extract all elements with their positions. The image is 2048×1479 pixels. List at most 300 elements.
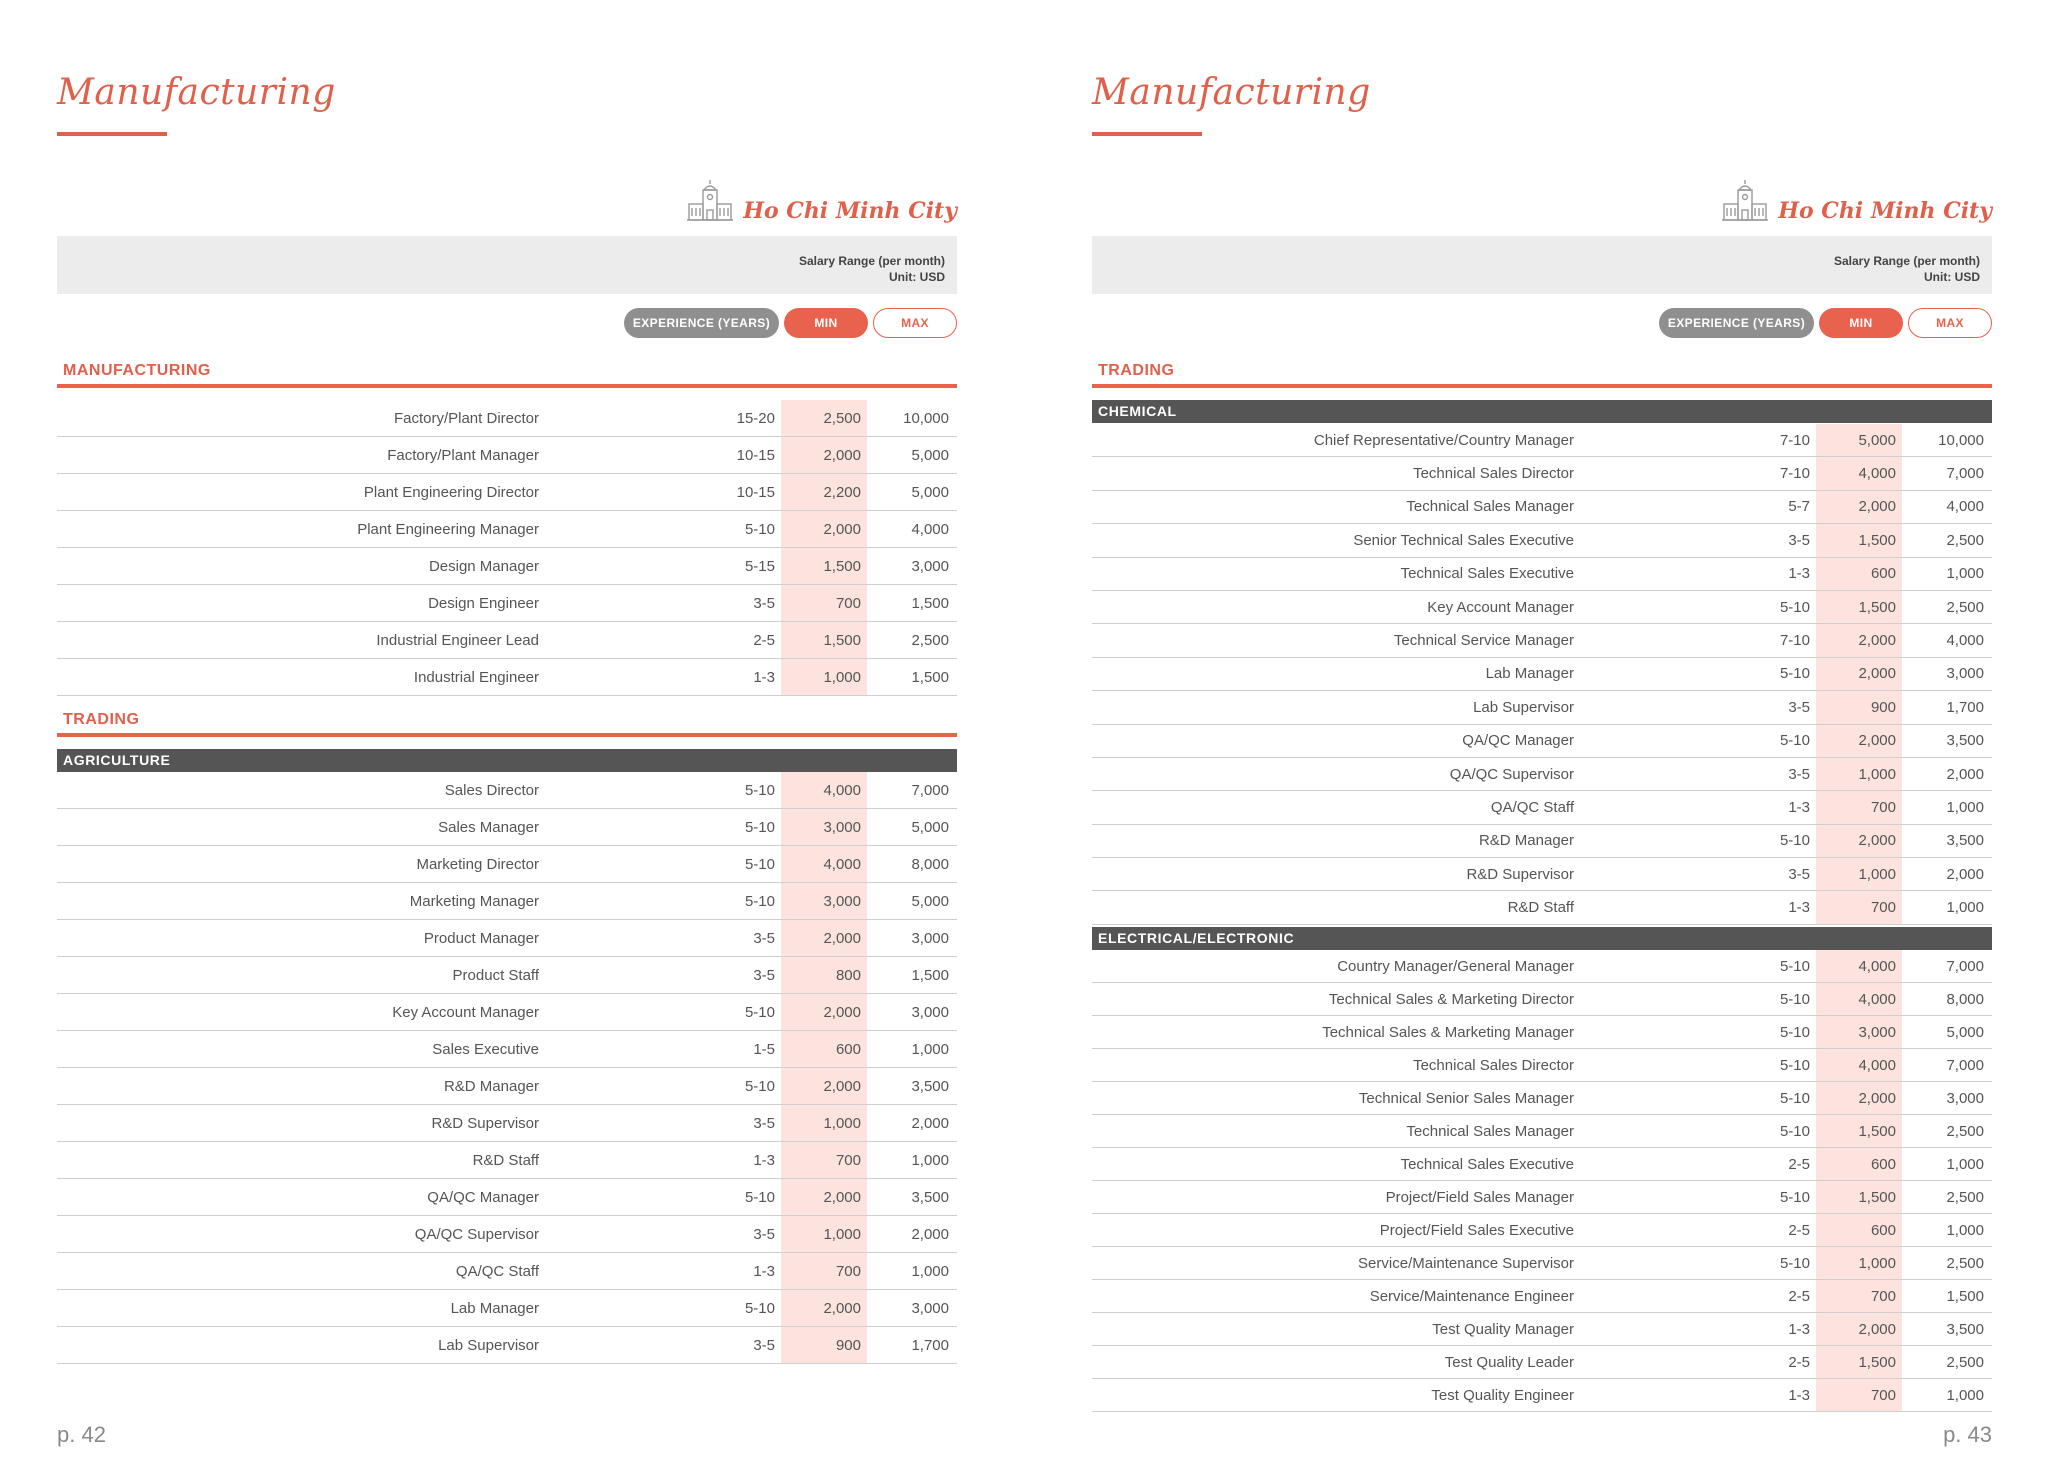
max-salary: 3,500 (1946, 732, 1984, 750)
job-title: R&D Supervisor (431, 1114, 539, 1132)
table-row (1092, 491, 1992, 524)
max-salary: 1,000 (1946, 899, 1984, 917)
min-legend-pill: MIN (1819, 308, 1903, 338)
page-title: Manufacturing (1092, 72, 1371, 113)
min-salary: 700 (781, 1142, 867, 1178)
table-row (57, 846, 957, 883)
experience-years: 15-20 (736, 409, 775, 427)
job-title: Lab Manager (1485, 665, 1574, 683)
experience-years: 1-5 (753, 1040, 775, 1058)
page-number: p. 43 (1943, 1422, 1992, 1447)
min-salary: 2,000 (1816, 1313, 1902, 1345)
max-salary: 1,700 (911, 1336, 949, 1354)
job-title: Sales Manager (438, 818, 539, 836)
experience-years: 5-10 (744, 892, 775, 910)
max-salary: 1,500 (1946, 1287, 1984, 1305)
table-row (1092, 1115, 1992, 1148)
subsection-electrical: ELECTRICAL/ELECTRONIC (1092, 927, 1992, 950)
max-legend-pill: MAX (1908, 308, 1992, 338)
max-salary: 10,000 (903, 409, 949, 427)
table-row (1092, 858, 1992, 891)
table-row (1092, 950, 1992, 983)
table-row (57, 920, 957, 957)
min-salary: 1,000 (781, 1105, 867, 1141)
job-title: Marketing Director (416, 855, 539, 873)
city-name: Ho Chi Minh City (1778, 198, 1992, 224)
max-salary: 2,500 (1946, 1188, 1984, 1206)
min-salary: 4,000 (781, 772, 867, 808)
experience-years: 3-5 (753, 929, 775, 947)
min-salary: 2,000 (1816, 624, 1902, 656)
job-title: Plant Engineering Director (363, 483, 539, 501)
table-row (1092, 825, 1992, 858)
job-title: Lab Supervisor (1473, 698, 1574, 716)
table-row (57, 1142, 957, 1179)
experience-years: 5-15 (744, 557, 775, 575)
experience-years: 5-10 (1779, 1122, 1810, 1140)
table-row (1092, 691, 1992, 724)
max-salary: 2,000 (1946, 765, 1984, 783)
table-row (1092, 1247, 1992, 1280)
salary-range-header (1092, 236, 1992, 294)
experience-years: 5-10 (1779, 732, 1810, 750)
job-title: R&D Staff (472, 1151, 539, 1169)
experience-years: 3-5 (753, 594, 775, 612)
city-header (1722, 178, 1992, 224)
agriculture-table (57, 772, 957, 1364)
min-salary: 2,000 (1816, 825, 1902, 857)
min-salary: 700 (781, 585, 867, 621)
min-salary: 700 (781, 1253, 867, 1289)
experience-years: 3-5 (753, 966, 775, 984)
job-title: Industrial Engineer (413, 668, 539, 686)
min-salary: 2,000 (781, 437, 867, 473)
min-salary: 3,000 (781, 809, 867, 845)
min-salary: 1,500 (781, 622, 867, 658)
experience-years: 3-5 (1788, 765, 1810, 783)
min-salary: 4,000 (781, 846, 867, 882)
experience-years: 7-10 (1779, 465, 1810, 483)
table-row (57, 809, 957, 846)
min-salary: 2,000 (781, 1068, 867, 1104)
min-salary: 4,000 (1816, 457, 1902, 489)
min-salary: 800 (781, 957, 867, 993)
job-title: Test Quality Engineer (1431, 1386, 1574, 1404)
experience-years: 1-3 (1788, 1320, 1810, 1338)
salary-range-header (57, 236, 957, 294)
experience-years: 2-5 (1788, 1353, 1810, 1371)
experience-years: 3-5 (753, 1336, 775, 1354)
min-salary: 1,500 (1816, 1115, 1902, 1147)
max-salary: 2,500 (1946, 598, 1984, 616)
experience-years: 2-5 (1788, 1287, 1810, 1305)
chemical-table (1092, 424, 1992, 925)
job-title: Technical Senior Sales Manager (1358, 1089, 1574, 1107)
table-row (1092, 983, 1992, 1016)
job-title: Project/Field Sales Manager (1385, 1188, 1574, 1206)
experience-years: 5-10 (744, 855, 775, 873)
table-row (1092, 1148, 1992, 1181)
max-salary: 8,000 (1946, 990, 1984, 1008)
min-legend-pill: MIN (784, 308, 868, 338)
min-salary: 2,000 (781, 1179, 867, 1215)
job-title: Product Staff (452, 966, 539, 984)
max-salary: 4,000 (1946, 498, 1984, 516)
experience-years: 5-7 (1788, 498, 1810, 516)
job-title: Product Manager (423, 929, 539, 947)
min-salary: 2,000 (781, 511, 867, 547)
max-salary: 3,500 (911, 1188, 949, 1206)
min-salary: 1,000 (781, 1216, 867, 1252)
job-title: Country Manager/General Manager (1337, 957, 1574, 975)
table-row (57, 1253, 957, 1290)
section-title-manufacturing: MANUFACTURING (63, 362, 211, 379)
job-title: Factory/Plant Manager (387, 446, 539, 464)
experience-years: 1-3 (1788, 1386, 1810, 1404)
table-row (1092, 1379, 1992, 1412)
max-salary: 7,000 (911, 781, 949, 799)
table-row (57, 659, 957, 696)
experience-years: 5-10 (1779, 1023, 1810, 1041)
min-salary: 1,500 (1816, 524, 1902, 556)
max-salary: 1,000 (1946, 1155, 1984, 1173)
job-title: QA/QC Supervisor (414, 1225, 539, 1243)
min-salary: 4,000 (1816, 950, 1902, 982)
min-salary: 1,000 (1816, 758, 1902, 790)
max-salary: 2,500 (911, 631, 949, 649)
page-number: p. 42 (57, 1422, 106, 1447)
job-title: Sales Executive (432, 1040, 539, 1058)
city-name: Ho Chi Minh City (743, 198, 957, 224)
section-title-trading: TRADING (1098, 362, 1175, 379)
job-title: R&D Manager (443, 1077, 539, 1095)
table-row (57, 772, 957, 809)
table-row (57, 1327, 957, 1364)
experience-years: 1-3 (1788, 798, 1810, 816)
experience-years: 5-10 (744, 1299, 775, 1317)
job-title: Project/Field Sales Executive (1379, 1221, 1574, 1239)
page-42 (57, 0, 957, 1479)
min-salary: 2,000 (1816, 725, 1902, 757)
job-title: Test Quality Leader (1444, 1353, 1574, 1371)
page-title: Manufacturing (57, 72, 336, 113)
job-title: Design Manager (428, 557, 539, 575)
max-salary: 5,000 (911, 483, 949, 501)
max-salary: 2,500 (1946, 1353, 1984, 1371)
experience-years: 5-10 (1779, 1188, 1810, 1206)
salary-range-label (799, 253, 945, 285)
experience-years: 1-3 (753, 1262, 775, 1280)
table-row (57, 883, 957, 920)
experience-years: 5-10 (744, 781, 775, 799)
title-underline (57, 132, 167, 136)
experience-years: 1-3 (1788, 565, 1810, 583)
min-salary: 700 (1816, 791, 1902, 823)
max-salary: 3,500 (1946, 832, 1984, 850)
min-salary: 3,000 (781, 883, 867, 919)
experience-years: 1-3 (753, 668, 775, 686)
job-title: Key Account Manager (1427, 598, 1574, 616)
max-salary: 3,000 (911, 929, 949, 947)
table-row (1092, 1280, 1992, 1313)
job-title: QA/QC Staff (1490, 798, 1574, 816)
table-row (1092, 791, 1992, 824)
job-title: Factory/Plant Director (393, 409, 539, 427)
max-salary: 1,700 (1946, 698, 1984, 716)
section-rule (57, 384, 957, 388)
experience-years: 7-10 (1779, 632, 1810, 650)
min-salary: 3,000 (1816, 1016, 1902, 1048)
table-row (57, 474, 957, 511)
table-row (57, 957, 957, 994)
experience-years: 5-10 (744, 818, 775, 836)
min-salary: 4,000 (1816, 983, 1902, 1015)
job-title: R&D Supervisor (1466, 865, 1574, 883)
job-title: QA/QC Manager (427, 1188, 539, 1206)
unit-text: Unit: USD (889, 270, 945, 284)
table-row (57, 1031, 957, 1068)
min-salary: 2,500 (781, 400, 867, 436)
experience-years: 3-5 (753, 1225, 775, 1243)
experience-years: 5-10 (1779, 1089, 1810, 1107)
job-title: Technical Sales Director (1413, 465, 1574, 483)
max-salary: 1,000 (911, 1262, 949, 1280)
max-salary: 1,000 (1946, 1386, 1984, 1404)
experience-years: 10-15 (736, 446, 775, 464)
experience-legend-pill: EXPERIENCE (YEARS) (1659, 308, 1814, 338)
min-salary: 900 (781, 1327, 867, 1363)
experience-years: 5-10 (1779, 990, 1810, 1008)
max-salary: 3,000 (911, 1003, 949, 1021)
table-row (57, 1179, 957, 1216)
column-legend (624, 308, 957, 338)
section-rule (1092, 384, 1992, 388)
table-row (1092, 624, 1992, 657)
max-salary: 5,000 (1946, 1023, 1984, 1041)
salary-range-text: Salary Range (per month) (798, 254, 945, 268)
table-row (1092, 524, 1992, 557)
experience-years: 5-10 (1779, 1254, 1810, 1272)
table-row (1092, 457, 1992, 490)
job-title: Lab Supervisor (438, 1336, 539, 1354)
max-salary: 2,000 (1946, 865, 1984, 883)
max-salary: 7,000 (1946, 1056, 1984, 1074)
subsection-agriculture: AGRICULTURE (57, 749, 957, 772)
experience-years: 5-10 (1779, 1056, 1810, 1074)
max-salary: 2,000 (911, 1225, 949, 1243)
building-icon (687, 178, 733, 224)
page-43 (1092, 0, 1992, 1479)
table-row (1092, 1082, 1992, 1115)
table-row (57, 994, 957, 1031)
table-row (57, 1068, 957, 1105)
job-title: R&D Manager (1478, 832, 1574, 850)
min-salary: 1,500 (1816, 591, 1902, 623)
electrical-table (1092, 950, 1992, 1412)
experience-years: 7-10 (1779, 431, 1810, 449)
table-row (1092, 1214, 1992, 1247)
max-salary: 1,500 (911, 594, 949, 612)
experience-years: 10-15 (736, 483, 775, 501)
experience-years: 3-5 (1788, 698, 1810, 716)
min-salary: 5,000 (1816, 424, 1902, 456)
table-row (57, 1216, 957, 1253)
max-salary: 1,000 (1946, 565, 1984, 583)
job-title: Service/Maintenance Supervisor (1358, 1254, 1574, 1272)
salary-range-label (1834, 253, 1980, 285)
max-salary: 1,000 (1946, 798, 1984, 816)
table-row (1092, 591, 1992, 624)
table-row (57, 548, 957, 585)
table-row (1092, 1049, 1992, 1082)
experience-years: 2-5 (1788, 1221, 1810, 1239)
table-row (1092, 1346, 1992, 1379)
job-title: Senior Technical Sales Executive (1353, 531, 1574, 549)
max-salary: 2,000 (911, 1114, 949, 1132)
experience-legend-pill: EXPERIENCE (YEARS) (624, 308, 779, 338)
job-title: Industrial Engineer Lead (376, 631, 539, 649)
job-title: QA/QC Staff (455, 1262, 539, 1280)
city-header (687, 178, 957, 224)
max-salary: 1,000 (911, 1040, 949, 1058)
job-title: Lab Manager (450, 1299, 539, 1317)
table-row (1092, 1016, 1992, 1049)
job-title: Sales Director (444, 781, 539, 799)
table-row (1092, 1313, 1992, 1346)
experience-years: 3-5 (1788, 865, 1810, 883)
max-salary: 1,500 (911, 966, 949, 984)
table-row (1092, 658, 1992, 691)
max-salary: 3,500 (911, 1077, 949, 1095)
experience-years: 3-5 (753, 1114, 775, 1132)
table-row (57, 511, 957, 548)
experience-years: 5-10 (744, 520, 775, 538)
section-title-trading: TRADING (63, 711, 140, 728)
building-icon (1722, 178, 1768, 224)
job-title: Marketing Manager (409, 892, 539, 910)
max-salary: 4,000 (911, 520, 949, 538)
max-salary: 1,000 (1946, 1221, 1984, 1239)
min-salary: 1,000 (781, 659, 867, 695)
min-salary: 600 (1816, 558, 1902, 590)
job-title: Plant Engineering Manager (357, 520, 539, 538)
table-row (57, 1290, 957, 1327)
min-salary: 2,000 (1816, 658, 1902, 690)
table-row (57, 437, 957, 474)
job-title: R&D Staff (1507, 899, 1574, 917)
max-salary: 3,000 (911, 1299, 949, 1317)
max-salary: 7,000 (1946, 465, 1984, 483)
min-salary: 2,200 (781, 474, 867, 510)
experience-years: 1-3 (753, 1151, 775, 1169)
min-salary: 1,000 (1816, 1247, 1902, 1279)
max-salary: 10,000 (1938, 431, 1984, 449)
max-salary: 1,000 (911, 1151, 949, 1169)
section-rule (57, 733, 957, 737)
job-title: Technical Sales & Marketing Manager (1322, 1023, 1574, 1041)
job-title: Technical Sales Executive (1400, 565, 1574, 583)
max-salary: 3,000 (1946, 1089, 1984, 1107)
table-row (1092, 558, 1992, 591)
max-salary: 5,000 (911, 818, 949, 836)
min-salary: 2,000 (781, 994, 867, 1030)
max-salary: 2,500 (1946, 1254, 1984, 1272)
job-title: Technical Sales Director (1413, 1056, 1574, 1074)
salary-range-text: Salary Range (per month) (1833, 254, 1980, 268)
table-row (57, 622, 957, 659)
experience-years: 5-10 (1779, 832, 1810, 850)
max-salary: 4,000 (1946, 632, 1984, 650)
table-row (1092, 725, 1992, 758)
max-salary: 3,500 (1946, 1320, 1984, 1338)
experience-years: 2-5 (753, 631, 775, 649)
table-row (1092, 891, 1992, 924)
min-salary: 1,500 (781, 548, 867, 584)
max-salary: 2,500 (1946, 531, 1984, 549)
job-title: Key Account Manager (392, 1003, 539, 1021)
column-legend (1659, 308, 1992, 338)
experience-years: 5-10 (744, 1188, 775, 1206)
min-salary: 2,000 (1816, 1082, 1902, 1114)
max-salary: 3,000 (1946, 665, 1984, 683)
min-salary: 600 (1816, 1214, 1902, 1246)
max-salary: 1,500 (911, 668, 949, 686)
job-title: Design Engineer (428, 594, 539, 612)
experience-years: 5-10 (1779, 665, 1810, 683)
job-title: QA/QC Manager (1462, 732, 1574, 750)
unit-text: Unit: USD (1924, 270, 1980, 284)
job-title: Technical Sales & Marketing Director (1328, 990, 1574, 1008)
min-salary: 900 (1816, 691, 1902, 723)
table-row (57, 1105, 957, 1142)
max-legend-pill: MAX (873, 308, 957, 338)
table-row (57, 400, 957, 437)
experience-years: 3-5 (1788, 531, 1810, 549)
min-salary: 2,000 (781, 920, 867, 956)
job-title: Service/Maintenance Engineer (1369, 1287, 1574, 1305)
min-salary: 2,000 (781, 1290, 867, 1326)
min-salary: 700 (1816, 1379, 1902, 1411)
min-salary: 700 (1816, 1280, 1902, 1312)
max-salary: 2,500 (1946, 1122, 1984, 1140)
min-salary: 1,500 (1816, 1181, 1902, 1213)
job-title: Technical Sales Manager (1406, 1122, 1574, 1140)
min-salary: 700 (1816, 891, 1902, 923)
job-title: Technical Sales Manager (1406, 498, 1574, 516)
min-salary: 1,000 (1816, 858, 1902, 890)
experience-years: 5-10 (744, 1077, 775, 1095)
title-underline (1092, 132, 1202, 136)
table-row (1092, 1181, 1992, 1214)
table-row (1092, 424, 1992, 457)
experience-years: 2-5 (1788, 1155, 1810, 1173)
experience-years: 5-10 (1779, 957, 1810, 975)
experience-years: 1-3 (1788, 899, 1810, 917)
job-title: Chief Representative/Country Manager (1313, 431, 1574, 449)
max-salary: 5,000 (911, 446, 949, 464)
experience-years: 5-10 (1779, 598, 1810, 616)
manufacturing-table (57, 400, 957, 696)
job-title: Technical Service Manager (1393, 632, 1574, 650)
subsection-chemical: CHEMICAL (1092, 400, 1992, 423)
max-salary: 8,000 (911, 855, 949, 873)
max-salary: 5,000 (911, 892, 949, 910)
job-title: Test Quality Manager (1432, 1320, 1574, 1338)
max-salary: 3,000 (911, 557, 949, 575)
min-salary: 1,500 (1816, 1346, 1902, 1378)
job-title: QA/QC Supervisor (1449, 765, 1574, 783)
min-salary: 4,000 (1816, 1049, 1902, 1081)
